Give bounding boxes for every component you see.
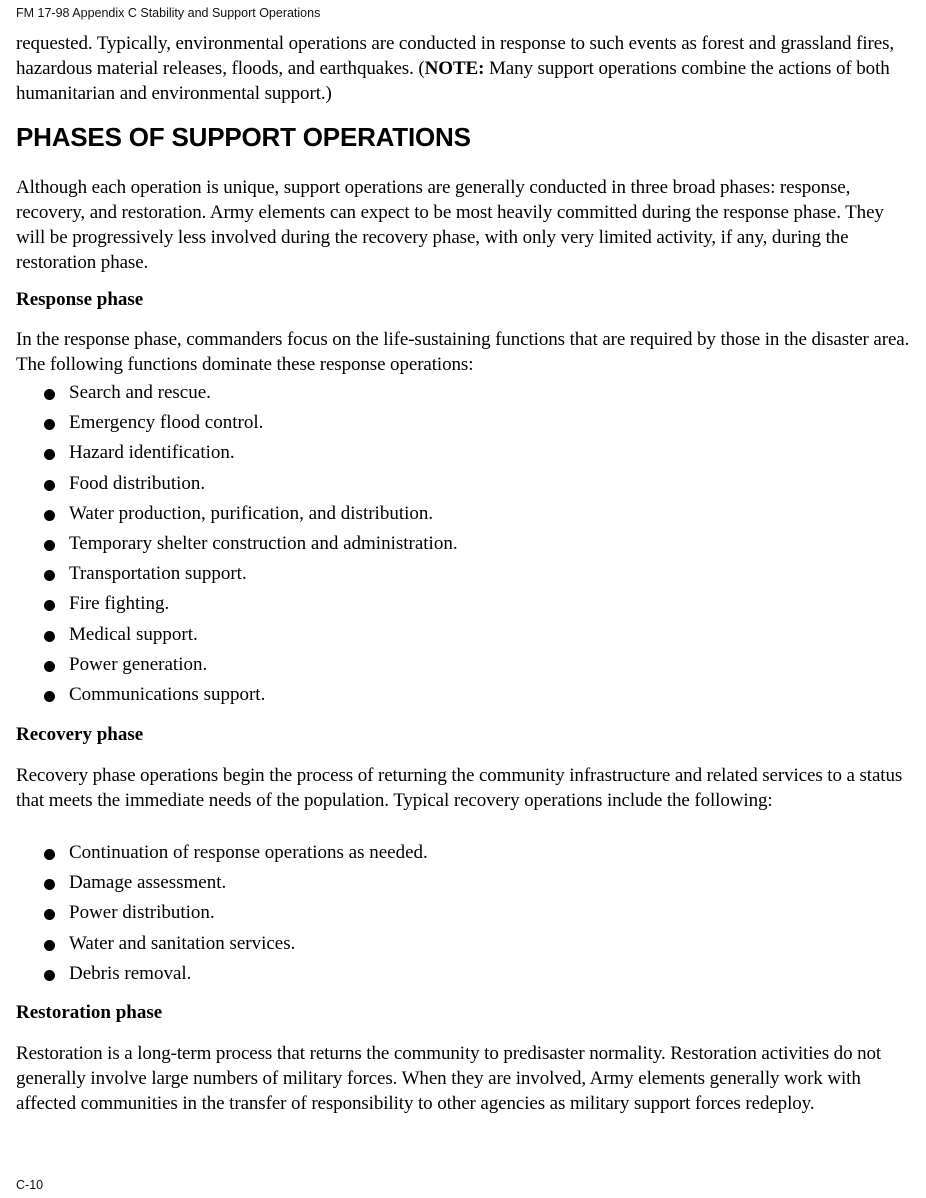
note-label: NOTE:: [424, 58, 485, 79]
intro-paragraph: [16, 31, 916, 106]
list-item-text: Communications support.: [69, 683, 266, 705]
intro-text-before-note: requested. Typically, environmental operations are conducted in response to such events as forest and grassland fires, hazardous material releases, floods, and earthquakes. (: [16, 33, 895, 79]
list-item: [44, 624, 458, 654]
list-item-text: Food distribution.: [69, 472, 206, 494]
response-functions-list: [44, 382, 458, 714]
bullet-icon: [44, 600, 55, 611]
bullet-icon: [44, 909, 55, 920]
list-item-text: Continuation of response operations as needed.: [69, 842, 428, 863]
list-item: [44, 503, 458, 533]
list-item: [44, 382, 458, 412]
bullet-icon: [44, 849, 55, 860]
bullet-icon: [44, 940, 55, 951]
bullet-icon: [44, 970, 55, 981]
list-item-text: Power generation.: [69, 653, 208, 675]
bullet-icon: [44, 879, 55, 890]
list-item: [44, 902, 428, 932]
list-item-text: Search and rescue.: [69, 382, 211, 403]
list-item-text: Transportation support.: [69, 563, 247, 585]
list-item: [44, 473, 458, 503]
bullet-icon: [44, 510, 55, 521]
list-item-text: Damage assessment.: [69, 872, 227, 894]
response-paragraph-container: [16, 327, 916, 377]
restoration-paragraph: Restoration is a long-term process that returns the community to predisaster normality. Restoration activities do not generally involve large numbers of military forces. When they are involved, Army elements generally work with affected communities in the transfer of responsibility to other agencies as military support forces redeploy.: [16, 1043, 882, 1114]
bullet-icon: [44, 540, 55, 551]
list-item-text: Debris removal.: [69, 962, 192, 984]
list-item-text: Hazard identification.: [69, 442, 235, 464]
bullet-icon: [44, 631, 55, 642]
list-item: [44, 533, 458, 563]
recovery-paragraph: Recovery phase operations begin the process of returning the community infrastructure and related services to a status that meets the immediate needs of the population. Typical recovery operations include the following:: [16, 765, 903, 811]
list-item: [44, 963, 428, 993]
bullet-icon: [44, 691, 55, 702]
recovery-operations-list: [44, 842, 428, 993]
list-item: [44, 654, 458, 684]
list-item: [44, 442, 458, 472]
response-phase-heading: Response phase: [16, 289, 144, 310]
bullet-icon: [44, 661, 55, 672]
section-intro-paragraph: Although each operation is unique, support operations are generally conducted in three broad phases: response, recovery, and restoration. Army elements can expect to be most heavily committed during the response phase. They will be progressively less involved during the recovery phase, with only very limited activity, if any, during the restoration phase.: [16, 177, 884, 273]
list-item: [44, 684, 458, 714]
bullet-icon: [44, 449, 55, 460]
bullet-icon: [44, 419, 55, 430]
list-item-text: Emergency flood control.: [69, 412, 264, 434]
recovery-paragraph-container: [16, 763, 916, 813]
list-item: [44, 842, 428, 872]
running-header: FM 17-98 Appendix C Stability and Support Operations: [16, 6, 321, 20]
list-item: [44, 563, 458, 593]
list-item: [44, 933, 428, 963]
bullet-icon: [44, 389, 55, 400]
list-item-text: Medical support.: [69, 623, 198, 645]
list-item-text: Water production, purification, and distribution.: [69, 502, 434, 524]
list-item: [44, 872, 428, 902]
section-intro-container: [16, 175, 916, 275]
restoration-phase-heading: Restoration phase: [16, 1002, 163, 1023]
intro-paragraph-container: [16, 31, 916, 106]
list-item: [44, 412, 458, 442]
section-title: PHASES OF SUPPORT OPERATIONS: [16, 122, 471, 152]
restoration-paragraph-container: [16, 1041, 916, 1116]
list-item-text: Power distribution.: [69, 902, 215, 924]
list-item-text: Water and sanitation services.: [69, 932, 296, 954]
response-paragraph: In the response phase, commanders focus on the life-sustaining functions that are required by those in the disaster area. The following functions dominate these response operations:: [16, 329, 910, 375]
recovery-phase-heading: Recovery phase: [16, 724, 144, 745]
intro-text-after-note: Many support operations combine the actions of both humanitarian and environmental support.): [16, 58, 890, 104]
bullet-icon: [44, 570, 55, 581]
page-number: C-10: [16, 1178, 44, 1192]
list-item-text: Temporary shelter construction and administration.: [69, 532, 458, 554]
bullet-icon: [44, 480, 55, 491]
list-item-text: Fire fighting.: [69, 593, 170, 615]
list-item: [44, 593, 458, 623]
